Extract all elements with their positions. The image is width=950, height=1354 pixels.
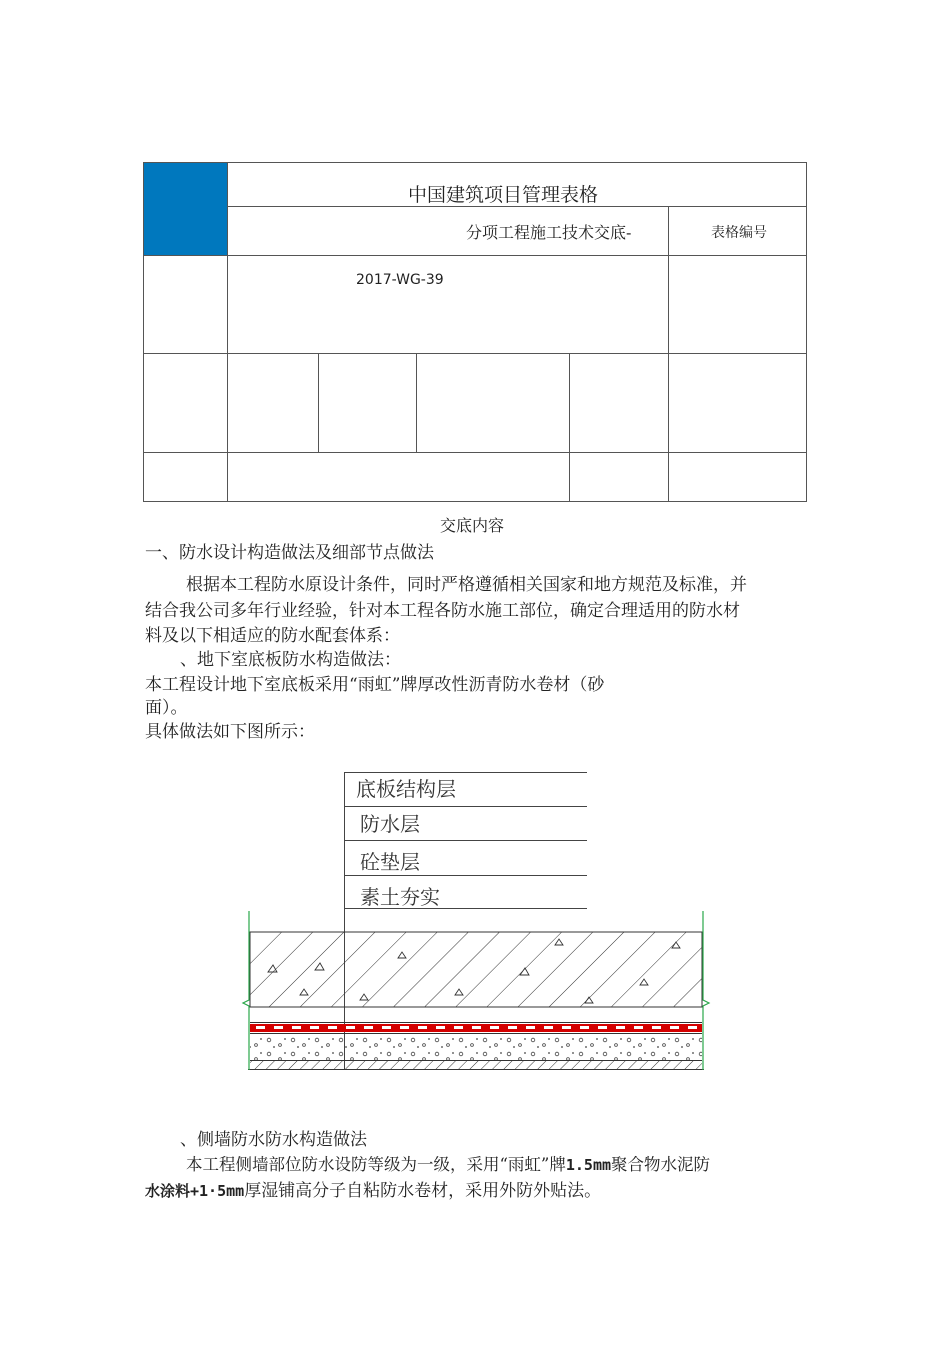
layer-label-concrete-cushion: 砼垫层 [360,850,420,874]
form-number-label: 表格编号 [711,225,767,241]
form-title: 中国建筑项目管理表格 [408,184,599,206]
section-1-title: 一、防水设计构造做法及细部节点做法 [145,543,434,563]
subsection-2-line-1 [186,1154,710,1176]
subsection-2-title: 、侧墙防水防水构造做法 [180,1130,367,1150]
paragraph-1-line-1: 根据本工程防水原设计条件，同时严格遵循相关国家和地方规范及标准，并 [186,575,747,595]
content-heading: 交底内容 [440,516,505,535]
paragraph-1-line-3: 料及以下相适应的防水配套体系： [145,626,400,646]
form-subtitle: 分项工程施工技术交底- [466,223,632,242]
layer-label-waterproof: 防水层 [360,812,420,836]
subsection-2-line-2 [145,1180,601,1202]
subsection-2-line-2-b: 厚湿铺高分子自粘防水卷材，采用外防外贴法。 [244,1181,602,1201]
compacted-soil-layer [250,1061,702,1069]
paragraph-1-line-2: 结合我公司多年行业经验，针对本工程各防水施工部位，确定合理适用的防水材 [145,601,740,621]
waterproof-membrane-layer [250,1024,702,1032]
structural-slab-layer [250,932,702,1007]
layer-label-structural-slab: 底板结构层 [356,777,456,801]
concrete-cushion-layer [250,1036,702,1060]
subsection-1-line-3: 具体做法如下图所示： [145,722,315,742]
subsection-2-line-2-a: 水涂料+1·5mm [145,1182,245,1200]
subsection-2-line-1-a: 本工程侧墙部位防水设防等级为一级，采用“雨虹”牌 [186,1155,566,1174]
subsection-2-line-1-b: 1.5mm [565,1156,612,1174]
layer-label-compacted-soil: 素土夯实 [360,885,440,909]
subsection-1-line-1: 本工程设计地下室底板采用“雨虹”牌厚改性沥青防水卷材（砂 [145,675,605,695]
subsection-2-line-1-c: 聚合物水泥防 [611,1155,711,1174]
subsection-1-line-2: 面）。 [145,698,188,718]
form-number-value: 2017-WG-39 [356,272,444,288]
subsection-1-title: 、地下室底板防水构造做法： [180,650,401,670]
